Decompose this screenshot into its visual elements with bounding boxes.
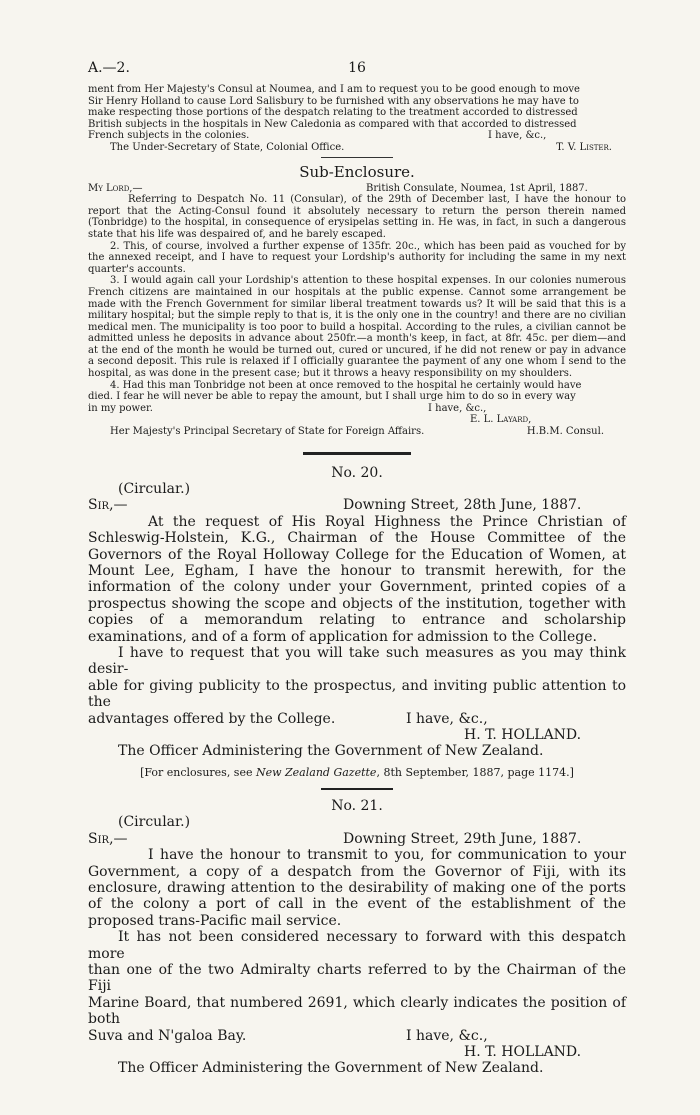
no20-circular: (Circular.) bbox=[118, 481, 191, 498]
no21-paragraph-2-last: Suva and N'galoa Bay. bbox=[88, 1027, 247, 1044]
sub-enclosure-heading: Sub-Enclosure. bbox=[299, 162, 415, 181]
sub-enclosure-letter bbox=[88, 183, 626, 438]
section-divider bbox=[321, 788, 393, 790]
no21-salutation: Sir,— bbox=[88, 830, 128, 847]
sub-place-date: British Consulate, Noumea, 1st April, 1887. bbox=[366, 182, 588, 194]
no21-paragraph-2-line: than one of the two Admiralty charts referred to by the Chairman of the Fiji bbox=[88, 961, 626, 995]
no20-paragraph-2-last: advantages offered by the College. bbox=[88, 710, 336, 727]
sub-paragraph-4-line: died. I fear he will never be able to repay the amount, but I shall urge him to do so in every way bbox=[88, 391, 576, 403]
page-number: 16 bbox=[348, 60, 366, 76]
no20-salutation: Sir,— bbox=[88, 497, 128, 514]
sub-paragraph-3: 3. I would again call your Lordship's attention to these hospital expenses. In our colonies numerous French citizens are maintained in our hospitals at the public expense. Cannot some arrangement be made with the French Government for similar liberal treatment towards us? It will be said that this is a military hospital; but the simple reply to that is, it is the only one in the country! and there are no civilian medical men. The municipality is too poor to build a hospital. According to the rules, a civilian cannot be admitted unless he deposits in advance about 250fr.—a month's keep, in fact, at 8fr. 45c. per diem—and at the end of the month he would be turned out, cured or uncured, if he did not renew or pay in advance a second deposit. This rule is relaxed if I officially guarantee the payment of any one whom I send to the hospital, as was done in the present case; but it throws a heavy responsibility on my shoulders. bbox=[88, 275, 626, 380]
no21-circular: (Circular.) bbox=[118, 814, 191, 831]
sub-addressee: Her Majesty's Principal Secretary of State for Foreign Affairs. bbox=[110, 426, 425, 438]
sub-salutation: My Lord,— bbox=[88, 182, 143, 194]
sub-title: H.B.M. Consul. bbox=[526, 426, 604, 438]
no21-closing: I have, &c., bbox=[406, 1027, 488, 1044]
intro-signature: T. V. Lister. bbox=[556, 141, 612, 153]
intro-last-line: French subjects in the colonies. bbox=[88, 130, 250, 142]
no20-paragraph-2-line: able for giving publicity to the prospectus, and inviting public attention to the bbox=[88, 677, 626, 711]
no20-paragraph-2-line: I have to request that you will take such measures as you may think desir- bbox=[88, 645, 626, 678]
no21-addressee: The Officer Administering the Government of New Zealand. bbox=[118, 1060, 544, 1077]
no21-paragraph-2-line: Marine Board, that numbered 2691, which clearly indicates the position of both bbox=[88, 994, 626, 1028]
intro-addressee: The Under-Secretary of State, Colonial Office. bbox=[110, 141, 345, 153]
note-suffix: , 8th September, 1887, page 1174.] bbox=[376, 765, 574, 779]
no21-paragraph-2-line: It has not been considered necessary to forward with this despatch more bbox=[88, 929, 626, 962]
no21-signature: H. T. HOLLAND. bbox=[464, 1043, 582, 1060]
no21-paragraph-1: I have the honour to transmit to you, for communication to your Government, a copy of a despatch from the Governor of Fiji, with its enclosure, drawing attention to the desirability of making one of the ports of the colony a port of call in the event of the establishment of the proposed trans-Pacific mail service. bbox=[88, 847, 626, 929]
document-page bbox=[88, 60, 626, 1077]
intro-letter bbox=[88, 84, 626, 154]
no21-heading: No. 21. bbox=[331, 797, 383, 814]
note-prefix: [For enclosures, see bbox=[140, 765, 256, 779]
paper-reference: A.—2. bbox=[88, 60, 130, 76]
sub-closing: I have, &c., bbox=[428, 402, 487, 414]
no20-closing: I have, &c., bbox=[406, 710, 488, 727]
section-divider bbox=[303, 452, 411, 455]
intro-line: Sir Henry Holland to cause Lord Salisbury to be furnished with any observations he may have to bbox=[88, 95, 579, 107]
sub-paragraph-1: Referring to Despatch No. 11 (Consular), of the 29th of December last, I have the honour to report that the Acting-Consul found it absolutely necessary to return the person therein named (Tonbridge) to the hospital, in consequence of erysipelas setting in. He was, in fact, in such a dangerous state that his life was despaired of, and he barely escaped. bbox=[88, 194, 626, 240]
enclosure-note bbox=[88, 766, 626, 779]
no20-heading: No. 20. bbox=[331, 464, 383, 481]
sub-paragraph-4-line: 4. Had this man Tonbridge not been at once removed to the hospital he certainly would have bbox=[110, 379, 582, 391]
sub-paragraph-2: 2. This, of course, involved a further expense of 135fr. 20c., which has been paid as vouched for by the annexed receipt, and I have to request your Lordship's authority for including the same in my next quarter's accounts. bbox=[88, 240, 626, 275]
note-gazette-title: New Zealand Gazette bbox=[255, 765, 377, 779]
no20-place-date: Downing Street, 28th June, 1887. bbox=[343, 497, 582, 514]
sub-paragraph-4-last: in my power. bbox=[88, 402, 153, 414]
no20-paragraph-1: At the request of His Royal Highness the Prince Christian of Schleswig-Holstein, K.G., Chairman of the House Committee of the Governors of the Royal Holloway College for the Education of Women, at Mount Lee, Egham, I have the honour to transmit herewith, for the information of the colony under your Government, printed copies of a prospectus showing the scope and objects of the institution, together with copies of a memorandum relating to entrance and scholarship examinations, and of a form of application for admission to the College. bbox=[88, 513, 626, 645]
page-header bbox=[88, 60, 626, 84]
no20-signature: H. T. HOLLAND. bbox=[464, 727, 582, 744]
intro-line: make respecting those portions of the despatch relating to the treatment accorded to distressed bbox=[88, 107, 578, 119]
intro-line: ment from Her Majesty's Consul at Noumea, and I am to request you to be good enough to move bbox=[88, 84, 580, 95]
intro-line: British subjects in the hospitals in New Caledonia as compared with that accorded to distressed bbox=[88, 118, 577, 130]
sub-signature: E. L. Layard, bbox=[470, 414, 532, 426]
no21-place-date: Downing Street, 29th June, 1887. bbox=[343, 830, 582, 847]
divider bbox=[321, 157, 393, 158]
letter-no-20 bbox=[88, 465, 626, 760]
letter-no-21 bbox=[88, 798, 626, 1077]
intro-closing: I have, &c., bbox=[488, 130, 547, 142]
no20-addressee: The Officer Administering the Government of New Zealand. bbox=[118, 743, 544, 760]
